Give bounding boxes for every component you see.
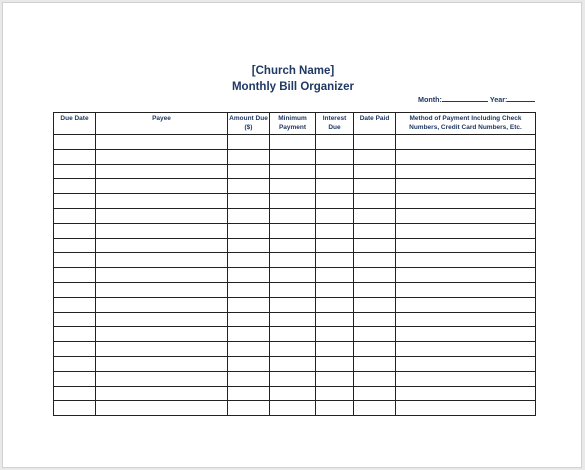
table-cell[interactable] xyxy=(270,297,316,312)
table-cell[interactable] xyxy=(354,371,396,386)
table-cell[interactable] xyxy=(270,312,316,327)
table-cell[interactable] xyxy=(354,238,396,253)
table-cell[interactable] xyxy=(54,223,96,238)
table-cell[interactable] xyxy=(270,282,316,297)
table-row xyxy=(54,356,536,371)
table-cell[interactable] xyxy=(396,194,536,209)
table-cell[interactable] xyxy=(354,135,396,150)
header-amount-due: Amount Due ($) xyxy=(228,113,270,135)
table-cell[interactable] xyxy=(270,149,316,164)
table-cell[interactable] xyxy=(96,386,228,401)
table-cell[interactable] xyxy=(54,297,96,312)
table-row xyxy=(54,371,536,386)
table-cell[interactable] xyxy=(396,253,536,268)
table-row xyxy=(54,223,536,238)
table-cell[interactable] xyxy=(316,312,354,327)
table-cell[interactable] xyxy=(228,401,270,416)
table-cell[interactable] xyxy=(270,268,316,283)
table-cell[interactable] xyxy=(396,327,536,342)
table-cell[interactable] xyxy=(228,282,270,297)
table-cell[interactable] xyxy=(354,149,396,164)
table-cell[interactable] xyxy=(354,386,396,401)
table-cell[interactable] xyxy=(316,371,354,386)
table-cell[interactable] xyxy=(270,194,316,209)
year-label: Year: xyxy=(489,95,508,104)
table-cell[interactable] xyxy=(228,238,270,253)
table-cell[interactable] xyxy=(54,194,96,209)
table-row xyxy=(54,401,536,416)
table-cell[interactable] xyxy=(96,342,228,357)
table-cell[interactable] xyxy=(316,223,354,238)
table-cell[interactable] xyxy=(228,223,270,238)
document-title: Monthly Bill Organizer xyxy=(231,81,355,93)
table-cell[interactable] xyxy=(96,149,228,164)
table-row xyxy=(54,238,536,253)
table-cell[interactable] xyxy=(316,238,354,253)
table-cell[interactable] xyxy=(270,371,316,386)
table-cell[interactable] xyxy=(270,356,316,371)
table-cell[interactable] xyxy=(270,342,316,357)
table-cell[interactable] xyxy=(396,401,536,416)
header-payee: Payee xyxy=(96,113,228,135)
table-cell[interactable] xyxy=(54,253,96,268)
church-name: [Church Name] xyxy=(251,65,335,77)
table-cell[interactable] xyxy=(396,268,536,283)
month-blank[interactable] xyxy=(442,94,488,102)
table-cell[interactable] xyxy=(354,312,396,327)
table-cell[interactable] xyxy=(316,297,354,312)
table-cell[interactable] xyxy=(228,342,270,357)
table-cell[interactable] xyxy=(96,268,228,283)
table-cell[interactable] xyxy=(96,371,228,386)
bill-table xyxy=(53,112,536,416)
table-cell[interactable] xyxy=(228,268,270,283)
table-cell[interactable] xyxy=(96,327,228,342)
table-row xyxy=(54,253,536,268)
header-date-paid: Date Paid xyxy=(354,113,396,135)
table-cell[interactable] xyxy=(54,356,96,371)
table-cell[interactable] xyxy=(316,135,354,150)
table-cell[interactable] xyxy=(228,135,270,150)
table-cell[interactable] xyxy=(54,282,96,297)
table-row xyxy=(54,164,536,179)
table-row xyxy=(54,149,536,164)
table-cell[interactable] xyxy=(316,268,354,283)
table-row xyxy=(54,386,536,401)
table-cell[interactable] xyxy=(96,356,228,371)
table-cell[interactable] xyxy=(396,164,536,179)
table-cell[interactable] xyxy=(54,327,96,342)
table-cell[interactable] xyxy=(316,282,354,297)
table-cell[interactable] xyxy=(270,401,316,416)
table-cell[interactable] xyxy=(354,342,396,357)
table-cell[interactable] xyxy=(54,149,96,164)
table-cell[interactable] xyxy=(316,194,354,209)
table-cell[interactable] xyxy=(270,179,316,194)
table-cell[interactable] xyxy=(228,164,270,179)
table-cell[interactable] xyxy=(54,135,96,150)
table-cell[interactable] xyxy=(54,312,96,327)
table-cell[interactable] xyxy=(354,194,396,209)
table-cell[interactable] xyxy=(316,179,354,194)
month-label: Month: xyxy=(418,95,442,104)
table-cell[interactable] xyxy=(354,401,396,416)
table-cell[interactable] xyxy=(396,342,536,357)
table-cell[interactable] xyxy=(396,135,536,150)
table-cell[interactable] xyxy=(96,194,228,209)
table-cell[interactable] xyxy=(54,164,96,179)
table-cell[interactable] xyxy=(354,268,396,283)
table-cell[interactable] xyxy=(316,386,354,401)
table-row xyxy=(54,312,536,327)
header-row xyxy=(54,113,536,135)
table-row xyxy=(54,179,536,194)
table-cell[interactable] xyxy=(396,208,536,223)
header-interest-due: Interest Due xyxy=(316,113,354,135)
table-cell[interactable] xyxy=(54,268,96,283)
month-year-line xyxy=(418,94,535,104)
table-cell[interactable] xyxy=(270,238,316,253)
table-cell[interactable] xyxy=(396,149,536,164)
table-cell[interactable] xyxy=(228,179,270,194)
table-cell[interactable] xyxy=(228,149,270,164)
table-cell[interactable] xyxy=(228,312,270,327)
header-minimum-payment: Minimum Payment xyxy=(270,113,316,135)
table-cell[interactable] xyxy=(396,223,536,238)
table-cell[interactable] xyxy=(228,386,270,401)
table-cell[interactable] xyxy=(396,312,536,327)
table-cell[interactable] xyxy=(396,386,536,401)
table-row xyxy=(54,297,536,312)
table-row xyxy=(54,327,536,342)
table-cell[interactable] xyxy=(354,356,396,371)
table-cell[interactable] xyxy=(316,401,354,416)
table-cell[interactable] xyxy=(54,371,96,386)
table-row xyxy=(54,342,536,357)
table-cell[interactable] xyxy=(228,208,270,223)
table-cell[interactable] xyxy=(228,371,270,386)
table-cell[interactable] xyxy=(96,238,228,253)
table-cell[interactable] xyxy=(354,297,396,312)
table-cell[interactable] xyxy=(316,327,354,342)
year-blank[interactable] xyxy=(507,94,535,102)
table-cell[interactable] xyxy=(316,253,354,268)
bill-rows xyxy=(54,135,536,416)
table-cell[interactable] xyxy=(354,223,396,238)
table-cell[interactable] xyxy=(270,135,316,150)
table-cell[interactable] xyxy=(354,164,396,179)
table-cell[interactable] xyxy=(54,179,96,194)
table-cell[interactable] xyxy=(96,312,228,327)
table-cell[interactable] xyxy=(96,223,228,238)
table-cell[interactable] xyxy=(396,297,536,312)
table-cell[interactable] xyxy=(316,164,354,179)
table-cell[interactable] xyxy=(396,371,536,386)
table-cell[interactable] xyxy=(354,253,396,268)
table-cell[interactable] xyxy=(270,208,316,223)
table-cell[interactable] xyxy=(54,386,96,401)
table-cell[interactable] xyxy=(228,253,270,268)
table-cell[interactable] xyxy=(96,208,228,223)
table-row xyxy=(54,194,536,209)
table-cell[interactable] xyxy=(54,238,96,253)
table-cell[interactable] xyxy=(396,179,536,194)
table-cell[interactable] xyxy=(96,253,228,268)
table-cell[interactable] xyxy=(354,179,396,194)
table-cell[interactable] xyxy=(396,356,536,371)
table-cell[interactable] xyxy=(228,327,270,342)
table-cell[interactable] xyxy=(96,179,228,194)
table-cell[interactable] xyxy=(270,386,316,401)
table-cell[interactable] xyxy=(54,401,96,416)
table-cell[interactable] xyxy=(54,342,96,357)
table-row xyxy=(54,268,536,283)
table-row xyxy=(54,282,536,297)
table-cell[interactable] xyxy=(96,401,228,416)
header-due-date: Due Date xyxy=(54,113,96,135)
table-cell[interactable] xyxy=(316,208,354,223)
table-cell[interactable] xyxy=(354,282,396,297)
table-cell[interactable] xyxy=(96,164,228,179)
table-cell[interactable] xyxy=(228,194,270,209)
table-cell[interactable] xyxy=(228,356,270,371)
table-cell[interactable] xyxy=(96,282,228,297)
table-cell[interactable] xyxy=(396,282,536,297)
table-cell[interactable] xyxy=(96,297,228,312)
table-cell[interactable] xyxy=(96,135,228,150)
table-cell[interactable] xyxy=(354,327,396,342)
table-cell[interactable] xyxy=(316,149,354,164)
table-cell[interactable] xyxy=(54,208,96,223)
header-method-of-payment: Method of Payment Including Check Numbers, Credit Card Numbers, Etc. xyxy=(396,113,536,135)
table-row xyxy=(54,208,536,223)
table-cell[interactable] xyxy=(270,253,316,268)
table-cell[interactable] xyxy=(316,356,354,371)
table-row xyxy=(54,135,536,150)
table-cell[interactable] xyxy=(228,297,270,312)
table-cell[interactable] xyxy=(354,208,396,223)
table-cell[interactable] xyxy=(270,223,316,238)
table-cell[interactable] xyxy=(270,327,316,342)
table-cell[interactable] xyxy=(316,342,354,357)
table-cell[interactable] xyxy=(270,164,316,179)
table-cell[interactable] xyxy=(396,238,536,253)
